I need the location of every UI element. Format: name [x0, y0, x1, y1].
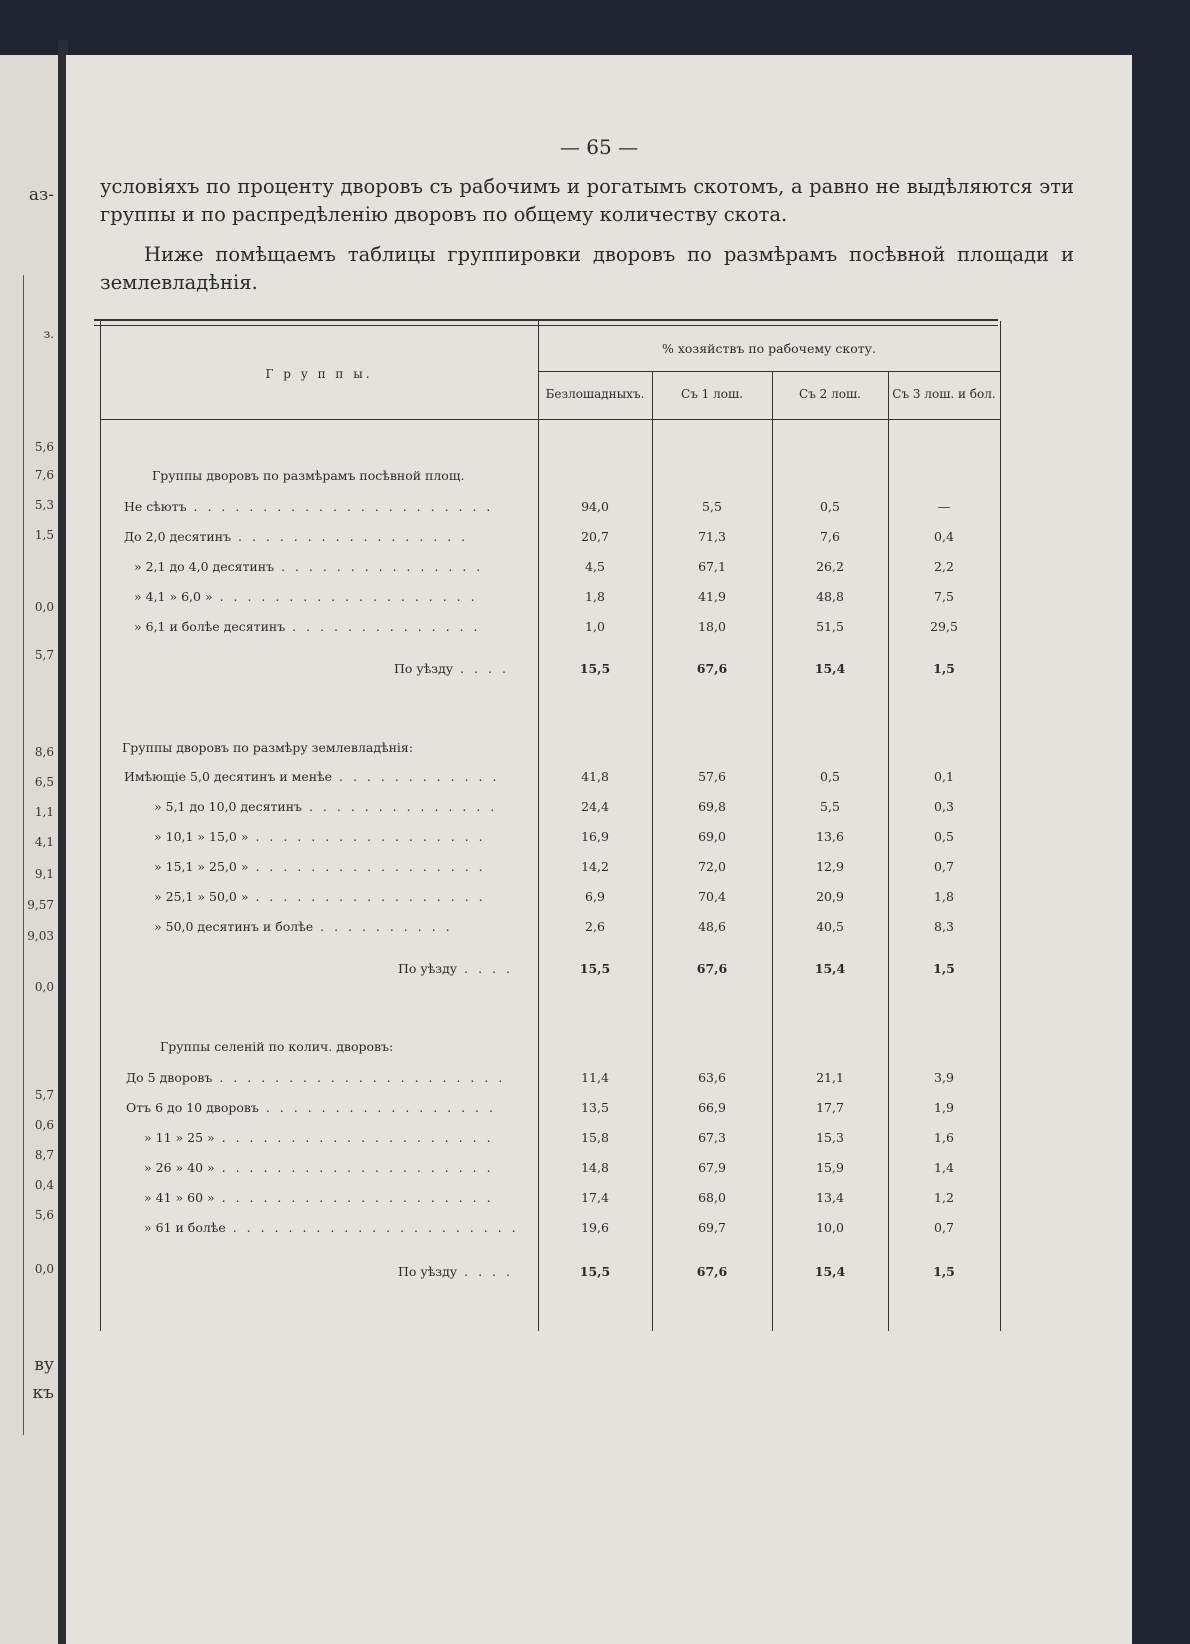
column-header: Съ 3 лош. и бол. — [892, 387, 996, 401]
left-page-rule — [23, 275, 24, 1435]
cell: 67,9 — [698, 1160, 726, 1175]
column-header: Безлошадныхъ. — [545, 387, 645, 401]
left-page-fragment: 0,6 — [34, 1118, 54, 1132]
row-label: » 2,1 до 4,0 десятинъ . . . . . . . . . . . . . . . — [134, 559, 484, 574]
left-page-fragment: къ — [32, 1383, 54, 1403]
cell: 1,4 — [934, 1160, 954, 1175]
cell: 41,9 — [698, 589, 726, 604]
cell: 0,4 — [934, 529, 954, 544]
table-top-rule — [94, 319, 998, 321]
total-cell: 67,6 — [696, 1264, 728, 1279]
total-label: По уѣзду . . . . — [394, 661, 509, 676]
row-label: » 10,1 » 15,0 » . . . . . . . . . . . . . . . . . — [154, 829, 486, 844]
left-page-fragment: 6,5 — [34, 775, 54, 789]
cell: 1,0 — [585, 619, 605, 634]
total-cell: 15,4 — [814, 661, 846, 676]
cell: 1,8 — [934, 889, 954, 904]
section-title: Группы дворовъ по размѣру землевладѣнія: — [122, 740, 414, 755]
row-label: Не сѣютъ . . . . . . . . . . . . . . . . . . . . . . — [124, 499, 494, 514]
row-label: До 2,0 десятинъ . . . . . . . . . . . . . . . . . — [124, 529, 469, 544]
cell: — — [937, 499, 951, 514]
header-bottom-rule — [100, 419, 1000, 420]
left-page-fragment: 0,0 — [34, 600, 54, 614]
cell: 1,9 — [934, 1100, 954, 1115]
section-title: Группы селеній по колич. дворовъ: — [160, 1039, 394, 1054]
cell: 57,6 — [698, 769, 726, 784]
left-page-fragment: 5,7 — [34, 1088, 54, 1102]
total-label: По уѣзду . . . . — [398, 1264, 513, 1279]
section-title: Группы дворовъ по размѣрамъ посѣвной площ. — [152, 468, 465, 483]
cell: 66,9 — [698, 1100, 726, 1115]
cell: 1,8 — [585, 589, 605, 604]
left-page-fragment: аз- — [28, 185, 54, 205]
cell: 1,2 — [934, 1190, 954, 1205]
cell: 21,1 — [816, 1070, 844, 1085]
cell: 24,4 — [581, 799, 609, 814]
row-label: До 5 дворовъ . . . . . . . . . . . . . . . . . . . . . — [126, 1070, 506, 1085]
left-page-edge — [0, 55, 58, 1644]
header-divider — [538, 371, 1000, 372]
column-header: Съ 1 лош. — [681, 387, 743, 401]
row-label-text: » 6,1 и болѣе десятинъ — [134, 619, 286, 634]
page — [66, 55, 1132, 1644]
left-page-fragment: 4,1 — [34, 835, 54, 849]
left-page-fragment: 5,6 — [34, 1208, 54, 1222]
cell: 0,5 — [820, 499, 840, 514]
column-divider — [888, 371, 889, 1331]
cell: 13,4 — [816, 1190, 844, 1205]
left-page-fragment: 8,6 — [34, 745, 54, 759]
cell: 15,8 — [581, 1130, 609, 1145]
row-label: » 6,1 и болѣе десятинъ . . . . . . . . . . . . . . — [134, 619, 481, 634]
left-page-fragment: 0,4 — [34, 1178, 54, 1192]
cell: 0,7 — [934, 1220, 954, 1235]
row-label: Имѣющіе 5,0 десятинъ и менѣе . . . . . . . . . . . . — [124, 769, 500, 784]
cell: 7,6 — [820, 529, 840, 544]
total-cell: 15,5 — [579, 961, 611, 976]
total-cell: 15,4 — [814, 961, 846, 976]
total-label-text: По уѣзду — [398, 961, 458, 976]
cell: 16,9 — [581, 829, 609, 844]
cell: 0,5 — [934, 829, 954, 844]
total-cell: 1,5 — [933, 1264, 955, 1279]
row-label-text: » 10,1 » 15,0 » — [154, 829, 249, 844]
cell: 2,6 — [585, 919, 605, 934]
column-header: Съ 2 лош. — [799, 387, 861, 401]
cell: 15,9 — [816, 1160, 844, 1175]
cell: 67,1 — [698, 559, 726, 574]
cell: 20,9 — [816, 889, 844, 904]
column-divider — [652, 371, 653, 1331]
row-label-text: » 11 » 25 » — [144, 1130, 215, 1145]
left-page-fragment: з. — [43, 327, 54, 341]
row-label: » 15,1 » 25,0 » . . . . . . . . . . . . . . . . . — [154, 859, 486, 874]
left-page-fragment: 7,6 — [34, 468, 54, 482]
column-divider — [538, 321, 539, 1331]
left-page-fragment: 1,1 — [34, 805, 54, 819]
row-label: » 5,1 до 10,0 десятинъ . . . . . . . . . . . . . . — [154, 799, 498, 814]
cell: 13,5 — [581, 1100, 609, 1115]
table-top-rule — [94, 325, 998, 326]
cell: 63,6 — [698, 1070, 726, 1085]
row-label-text: Не сѣютъ — [124, 499, 187, 514]
cell: 51,5 — [816, 619, 844, 634]
row-label-text: » 2,1 до 4,0 десятинъ — [134, 559, 275, 574]
cell: 12,9 — [816, 859, 844, 874]
total-cell: 67,6 — [696, 661, 728, 676]
cell: 48,6 — [698, 919, 726, 934]
row-label-text: Имѣющіе 5,0 десятинъ и менѣе — [124, 769, 333, 784]
table-right-border — [1000, 321, 1001, 1331]
row-label-text: » 41 » 60 » — [144, 1190, 215, 1205]
total-cell: 15,5 — [579, 1264, 611, 1279]
cell: 5,5 — [820, 799, 840, 814]
total-cell: 1,5 — [933, 961, 955, 976]
left-page-fragment: 0,0 — [34, 980, 54, 994]
cell: 15,3 — [816, 1130, 844, 1145]
cell: 29,5 — [930, 619, 958, 634]
column-divider — [772, 371, 773, 1331]
cell: 1,6 — [934, 1130, 954, 1145]
row-label: » 11 » 25 » . . . . . . . . . . . . . . . . . . . . — [144, 1130, 494, 1145]
cell: 10,0 — [816, 1220, 844, 1235]
cell: 19,6 — [581, 1220, 609, 1235]
row-label-text: » 25,1 » 50,0 » — [154, 889, 249, 904]
cell: 41,8 — [581, 769, 609, 784]
cell: 17,7 — [816, 1100, 844, 1115]
page-number: — 65 — — [559, 135, 639, 159]
row-label-text: » 15,1 » 25,0 » — [154, 859, 249, 874]
row-label-text: » 50,0 десятинъ и болѣе — [154, 919, 314, 934]
row-label: Отъ 6 до 10 дворовъ . . . . . . . . . . . . . . . . . — [126, 1100, 496, 1115]
cell: 13,6 — [816, 829, 844, 844]
cell: 14,2 — [581, 859, 609, 874]
total-cell: 15,5 — [579, 661, 611, 676]
cell: 70,4 — [698, 889, 726, 904]
left-page-fragment: ву — [34, 1355, 54, 1375]
table-left-border — [100, 321, 101, 1331]
cell: 17,4 — [581, 1190, 609, 1205]
row-label-text: » 5,1 до 10,0 десятинъ — [154, 799, 302, 814]
cell: 14,8 — [581, 1160, 609, 1175]
cell: 40,5 — [816, 919, 844, 934]
row-label-text: » 4,1 » 6,0 » — [134, 589, 213, 604]
row-label: » 50,0 десятинъ и болѣе . . . . . . . . . . — [154, 919, 453, 934]
cell: 11,4 — [581, 1070, 609, 1085]
cell: 68,0 — [698, 1190, 726, 1205]
total-cell: 1,5 — [933, 661, 955, 676]
left-page-fragment: 9,57 — [27, 898, 54, 912]
left-page-fragment: 0,0 — [34, 1262, 54, 1276]
cell: 0,1 — [934, 769, 954, 784]
cell: 69,0 — [698, 829, 726, 844]
cell: 26,2 — [816, 559, 844, 574]
row-label-text: » 61 и болѣе — [144, 1220, 226, 1235]
cell: 0,3 — [934, 799, 954, 814]
row-label: » 4,1 » 6,0 » . . . . . . . . . . . . . . . . . . . — [134, 589, 478, 604]
cell: 72,0 — [698, 859, 726, 874]
cell: 6,9 — [585, 889, 605, 904]
cell: 71,3 — [698, 529, 726, 544]
row-label-text: » 26 » 40 » — [144, 1160, 215, 1175]
left-page-fragment: 5,3 — [34, 498, 54, 512]
cell: 94,0 — [581, 499, 609, 514]
total-cell: 15,4 — [814, 1264, 846, 1279]
left-page-fragment: 1,5 — [34, 528, 54, 542]
cell: 5,5 — [702, 499, 722, 514]
cell: 0,5 — [820, 769, 840, 784]
row-label: » 26 » 40 » . . . . . . . . . . . . . . . . . . . . — [144, 1160, 494, 1175]
left-page-fragment: 9,03 — [27, 929, 54, 943]
total-label: По уѣзду . . . . — [398, 961, 513, 976]
total-cell: 67,6 — [696, 961, 728, 976]
row-label-text: До 2,0 десятинъ — [124, 529, 232, 544]
total-label-text: По уѣзду — [394, 661, 454, 676]
row-label-text: Отъ 6 до 10 дворовъ — [126, 1100, 259, 1115]
left-page-fragment: 5,7 — [34, 648, 54, 662]
cell: 69,7 — [698, 1220, 726, 1235]
paragraph: условіяхъ по проценту дворовъ съ рабочимъ и рогатымъ скотомъ, а равно не выдѣляются эти группы и по распредѣленію дворовъ по общему количеству скота. — [100, 175, 1074, 226]
cell: 0,7 — [934, 859, 954, 874]
row-label: » 25,1 » 50,0 » . . . . . . . . . . . . . . . . . — [154, 889, 486, 904]
cell: 67,3 — [698, 1130, 726, 1145]
groups-header: Г р у п п ы. — [265, 367, 373, 381]
super-header: % хозяйствъ по рабочему скоту. — [662, 341, 876, 356]
left-page-fragment: 8,7 — [34, 1148, 54, 1162]
left-page-fragment: 5,6 — [34, 440, 54, 454]
cell: 3,9 — [934, 1070, 954, 1085]
row-label-text: До 5 дворовъ — [126, 1070, 213, 1085]
row-label: » 41 » 60 » . . . . . . . . . . . . . . . . . . . . — [144, 1190, 494, 1205]
cell: 2,2 — [934, 559, 954, 574]
cell: 8,3 — [934, 919, 954, 934]
left-page-fragment: 9,1 — [34, 867, 54, 881]
cell: 69,8 — [698, 799, 726, 814]
cell: 7,5 — [934, 589, 954, 604]
cell: 20,7 — [581, 529, 609, 544]
cell: 18,0 — [698, 619, 726, 634]
cell: 4,5 — [585, 559, 605, 574]
total-label-text: По уѣзду — [398, 1264, 458, 1279]
cell: 48,8 — [816, 589, 844, 604]
paragraph: Ниже помѣщаемъ таблицы группировки дворовъ по размѣрамъ посѣвной площади и землевладѣнія. — [100, 243, 1074, 294]
row-label: » 61 и болѣе . . . . . . . . . . . . . . . . . . . . . — [144, 1220, 519, 1235]
